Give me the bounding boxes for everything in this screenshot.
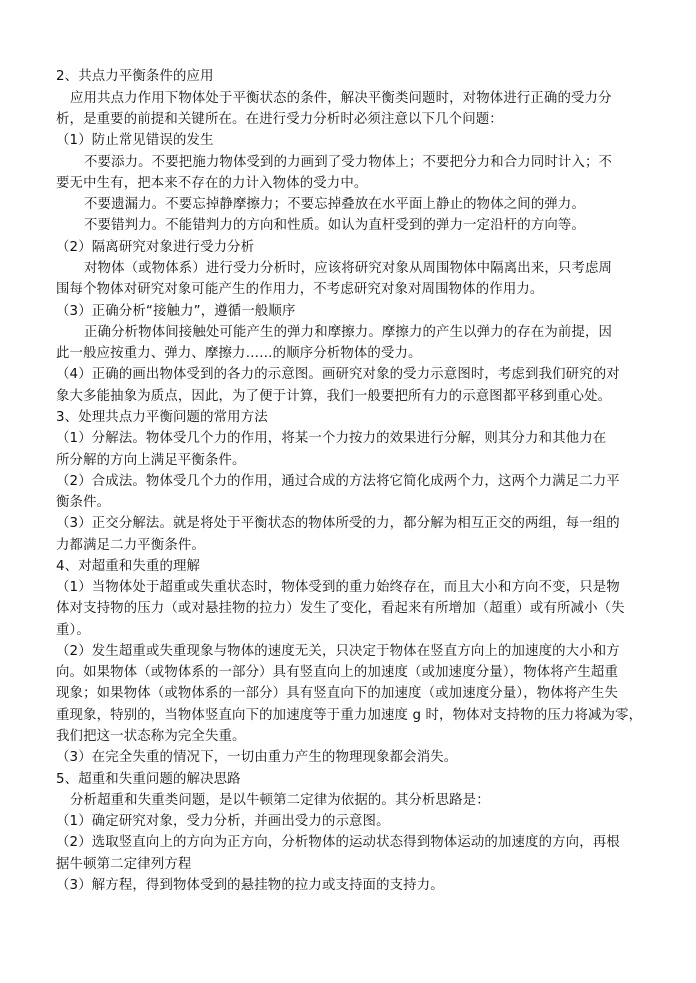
text-line: 体对支持物的压力（或对悬挂物的拉力）发生了变化，看起来有所增加（超重）或有所减小（失 bbox=[56, 601, 625, 616]
text-line: 我们把这一状态称为完全失重。 bbox=[56, 729, 246, 744]
text-line: 重现象，特别的，当物体竖直向下的加速度等于重力加速度 g 时，物体对支持物的压力将减为零， bbox=[56, 708, 643, 723]
text-line: 4、对超重和失重的理解 bbox=[56, 559, 201, 574]
text-line: （2）发生超重或失重现象与物体的速度无关，只决定于物体在竖直方向上的加速度的大小和方 bbox=[56, 644, 620, 659]
text-line: 所分解的方向上满足平衡条件。 bbox=[56, 453, 246, 468]
text-line: （2）选取竖直向上的方向为正方向，分析物体的运动状态得到物体运动的加速度的方向，再根 bbox=[56, 835, 620, 850]
text-line: 象大多能抽象为质点，因此，为了便于计算，我们一般要把所有力的示意图都平移到重心处。 bbox=[56, 389, 612, 404]
text-line: （1）确定研究对象，受力分析，并画出受力的示意图。 bbox=[56, 814, 390, 829]
text-line: （1）当物体处于超重或失重状态时，物体受到的重力始终存在，而且大小和方向不变，只是物 bbox=[56, 580, 620, 595]
text-line: 力都满足二力平衡条件。 bbox=[56, 538, 205, 553]
text-line: 据牛顿第二定律列方程 bbox=[56, 857, 192, 872]
text-line: 现象；如果物体（或物体系的一部分）具有竖直向下的加速度（或加速度分量），物体将产生失 bbox=[56, 686, 619, 701]
text-line: 对物体（或物体系）进行受力分析时，应该将研究对象从周围物体中隔离出来，只考虑周 bbox=[84, 261, 613, 276]
text-line: 分析超重和失重类问题，是以牛顿第二定律为依据的。其分析思路是： bbox=[70, 793, 490, 808]
text-line: 不要错判力。不能错判力的方向和性质。如认为直杆受到的弹力一定沿杆的方向等。 bbox=[84, 218, 586, 233]
text-line: 向。如果物体（或物体系的一部分）具有竖直向上的加速度（或加速度分量），物体将产生超重 bbox=[56, 665, 619, 680]
text-line: 重）。 bbox=[56, 623, 90, 638]
text-line: 析，是重要的前提和关键所在。在进行受力分析时必须注意以下几个问题： bbox=[56, 112, 503, 127]
text-line: 不要添力。不要把施力物体受到的力画到了受力物体上；不要把分力和合力同时计入；不 bbox=[84, 155, 613, 170]
text-line: （1）防止常见错误的发生 bbox=[56, 133, 214, 148]
text-line: 衡条件。 bbox=[56, 495, 111, 510]
text-line: （2）合成法。物体受几个力的作用，通过合成的方法将它简化成两个力，这两个力满足二力平 bbox=[56, 474, 620, 489]
text-line: （3）在完全失重的情况下，一切由重力产生的物理现象都会消失。 bbox=[56, 750, 458, 765]
text-line: （2）隔离研究对象进行受力分析 bbox=[56, 240, 255, 255]
text-line: 2、共点力平衡条件的应用 bbox=[56, 69, 214, 84]
text-line: （4）正确的画出物体受到的各力的示意图。画研究对象的受力示意图时，考虑到我们研究的对 bbox=[56, 367, 620, 382]
text-line: 围每个物体对研究对象可能产生的作用力，不考虑研究对象对周围物体的作用力。 bbox=[56, 282, 544, 297]
text-line: 要无中生有，把本来不存在的力计入物体的受力中。 bbox=[56, 176, 368, 191]
text-line: （3）解方程，得到物体受到的悬挂物的拉力或支持面的支持力。 bbox=[56, 878, 444, 893]
text-line: 此一般应按重力、弹力、摩擦力……的顺序分析物体的受力。 bbox=[56, 346, 422, 361]
text-line: 正确分析物体间接触处可能产生的弹力和摩擦力。摩擦力的产生以弹力的存在为前提，因 bbox=[84, 325, 613, 340]
text-line: （1）分解法。物体受几个力的作用，将某一个力按力的效果进行分解，则其分力和其他力在 bbox=[56, 431, 607, 446]
text-line: 不要遗漏力。不要忘掉静摩擦力；不要忘掉叠放在水平面上静止的物体之间的弹力。 bbox=[84, 197, 586, 212]
text-line: （3）正交分解法。就是将处于平衡状态的物体所受的力，都分解为相互正交的两组，每一组的 bbox=[56, 516, 620, 531]
text-line: 应用共点力作用下物体处于平衡状态的条件，解决平衡类问题时，对物体进行正确的受力分 bbox=[70, 91, 612, 106]
text-line: 5、超重和失重问题的解决思路 bbox=[56, 772, 241, 787]
text-line: （3）正确分析“接触力”，遵循一般顺序 bbox=[56, 304, 296, 319]
text-line: 3、处理共点力平衡问题的常用方法 bbox=[56, 410, 268, 425]
